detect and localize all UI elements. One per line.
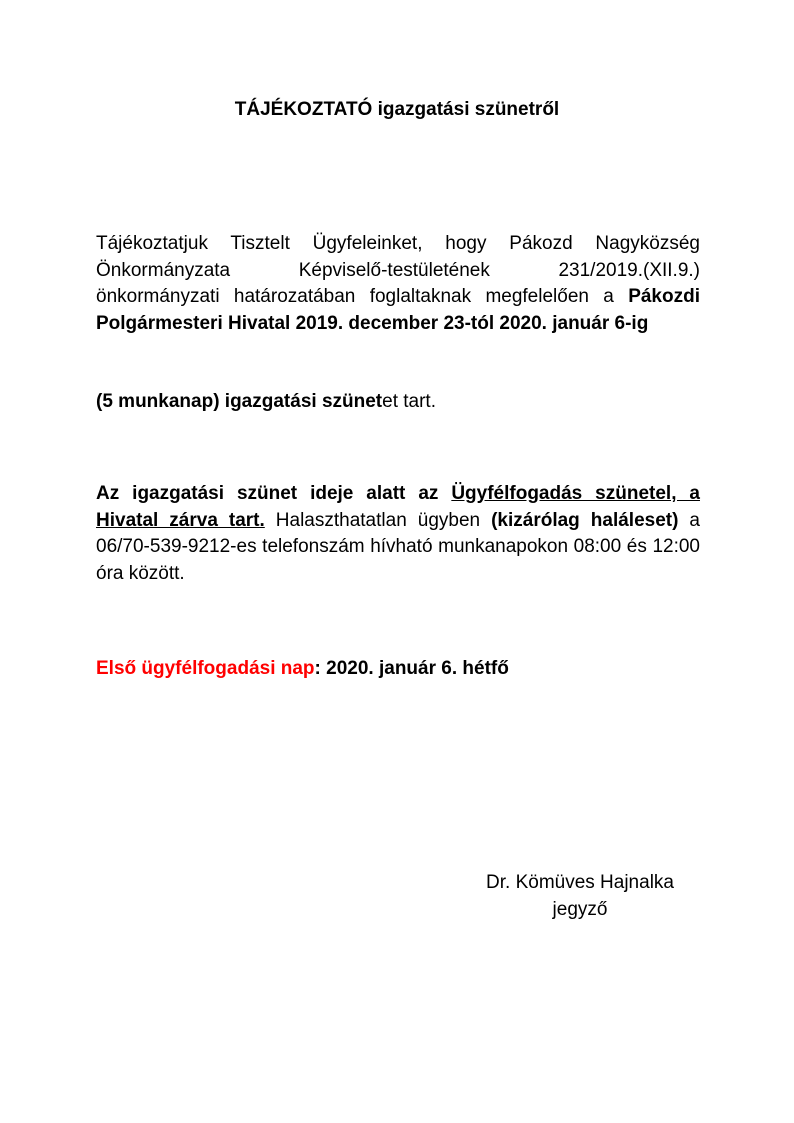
document-title: TÁJÉKOZTATÓ igazgatási szünetről (234, 99, 560, 120)
workdays-bold: (5 munkanap) igazgatási szünet (96, 391, 383, 412)
signature-block (440, 869, 720, 923)
phone-info: a 06/70-539-9212-es telefonszám hívható munkanapokon 08:00 és 12:00 óra között. (96, 509, 700, 584)
signature-role: jegyző (552, 899, 608, 920)
announcement-office-dates: Pákozdi Polgármesteri Hivatal 2019. december 23-tól 2020. január 6-ig (96, 286, 700, 334)
closure-statement: Ügyfélfogadás szünetel, a Hivatal zárva tart. (96, 483, 700, 531)
first-day-date: : 2020. január 6. hétfő (314, 658, 509, 679)
urgent-case-text: Halaszthatatlan ügyben (264, 509, 492, 531)
announcement-text: Tájékoztatjuk Tisztelt Ügyfeleinket, hogy Pákozd Nagyközség Önkormányzata Képviselő-testületének 231/2019.(XII.9.) önkormányzati határozatában foglaltaknak megfelelően a (96, 233, 700, 307)
paragraph-first-day (96, 656, 700, 683)
first-day-label: Első ügyfélfogadási nap (96, 658, 315, 679)
paragraph-workdays (96, 389, 700, 416)
paragraph-closure-info (96, 481, 700, 587)
closure-intro: Az igazgatási szünet ideje alatt az (96, 483, 452, 504)
workdays-plain: et tart. (382, 391, 436, 412)
signature-name: Dr. Kömüves Hajnalka (486, 872, 674, 893)
urgent-case-condition: (kizárólag haláleset) (491, 509, 679, 531)
paragraph-announcement (96, 231, 700, 337)
